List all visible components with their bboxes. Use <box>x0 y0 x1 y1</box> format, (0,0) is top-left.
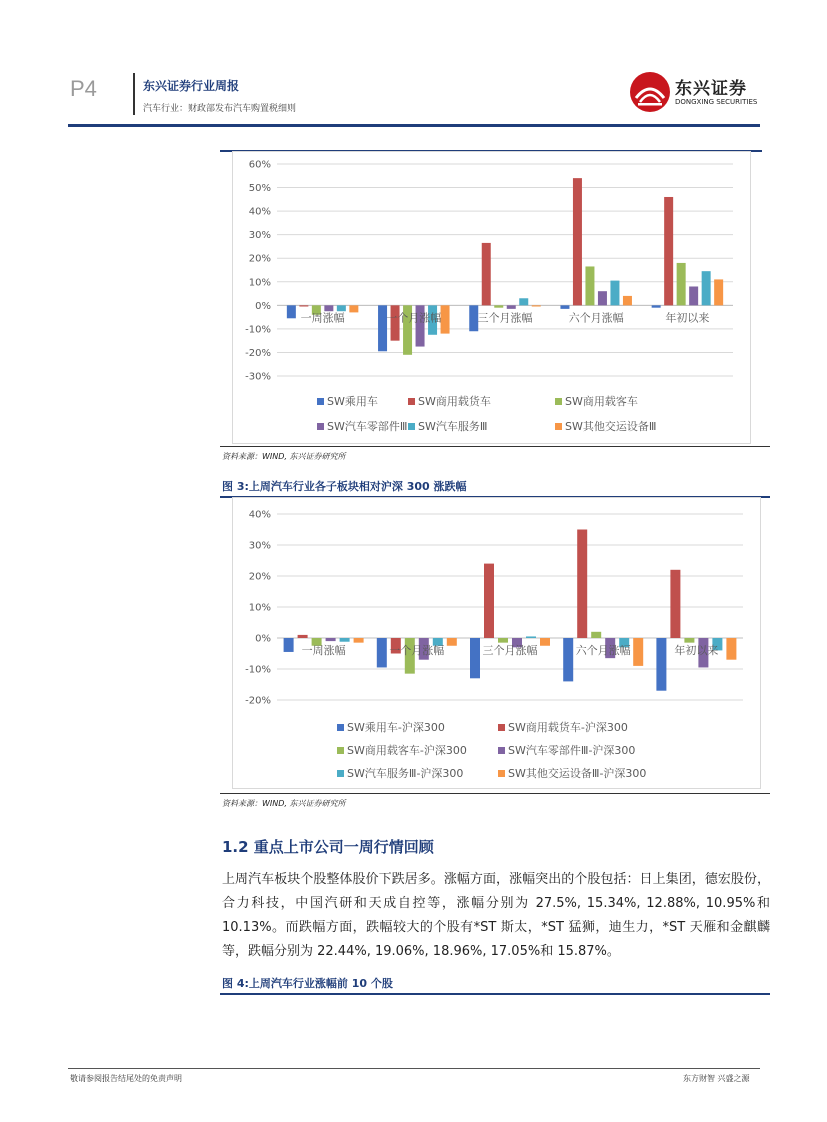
bar <box>507 305 516 309</box>
y-tick-label: 50% <box>248 183 271 195</box>
company-logo <box>630 72 760 116</box>
x-category-label: 一个月涨幅 <box>389 644 445 657</box>
legend-label: SW乘用车-沪深300 <box>347 721 445 734</box>
legend-swatch <box>498 747 505 754</box>
x-category-label: 六个月涨幅 <box>575 644 631 657</box>
x-category-label: 年初以来 <box>674 644 719 657</box>
footer-disclaimer: 敬请参阅报告结尾处的免责声明 <box>70 1074 182 1083</box>
legend-label: SW其他交运设备Ⅲ-沪深300 <box>508 767 647 780</box>
x-category-label: 一周涨幅 <box>301 644 346 657</box>
y-tick-label: -20% <box>245 347 271 359</box>
bar <box>299 305 308 306</box>
chart-relative-returns-svg <box>233 498 762 790</box>
y-tick-label: -10% <box>245 664 271 676</box>
y-tick-label: 0% <box>255 633 271 645</box>
y-tick-label: 20% <box>248 571 271 583</box>
bar <box>498 638 508 643</box>
bar <box>377 638 387 667</box>
y-tick-label: 40% <box>248 206 271 218</box>
x-category-label: 年初以来 <box>665 311 710 325</box>
logo-text-cn: 东兴证券 <box>675 79 747 99</box>
bar <box>540 638 550 646</box>
bar <box>689 286 698 305</box>
bar <box>560 305 569 309</box>
header-rule <box>68 124 760 127</box>
figure2-source: 资料来源：WIND, 东兴证券研究所 <box>222 452 346 461</box>
legend-swatch <box>317 398 324 405</box>
chart-sector-returns-svg <box>233 152 752 445</box>
x-category-label: 六个月涨幅 <box>568 311 624 325</box>
bar <box>284 638 294 652</box>
y-tick-label: -10% <box>245 324 271 336</box>
bar <box>326 638 336 641</box>
bar <box>573 178 582 305</box>
legend-label: SW商用载客车-沪深300 <box>347 744 467 757</box>
bar <box>623 296 632 305</box>
bar <box>447 638 457 646</box>
footer-rule <box>68 1068 760 1069</box>
legend-swatch <box>555 398 562 405</box>
bar <box>585 266 594 305</box>
bar <box>484 564 494 638</box>
legend-label: SW乘用车 <box>327 395 378 408</box>
bar <box>324 305 333 311</box>
legend-swatch <box>498 724 505 731</box>
report-title: 东兴证券行业周报 <box>143 79 240 93</box>
bar <box>670 570 680 638</box>
page-number: P4 <box>70 76 97 101</box>
y-tick-label: 30% <box>248 540 271 552</box>
legend-label: SW汽车零部件Ⅲ <box>327 420 408 433</box>
figure3-source: 资料来源：WIND, 东兴证券研究所 <box>222 799 346 808</box>
bar <box>577 530 587 639</box>
legend-label: SW商用载货车 <box>418 395 491 408</box>
bar <box>684 638 694 643</box>
y-tick-label: 0% <box>255 300 271 312</box>
logo-emblem-icon <box>630 72 670 112</box>
y-tick-label: 10% <box>248 277 271 289</box>
bar <box>677 263 686 305</box>
bar <box>519 298 528 305</box>
bar <box>714 279 723 305</box>
chart-sector-returns <box>232 151 751 444</box>
page-header <box>0 0 827 130</box>
y-tick-label: 10% <box>248 602 271 614</box>
footer-slogan: 东方财智 兴盛之源 <box>683 1074 750 1083</box>
legend-swatch <box>337 770 344 777</box>
legend-label: SW商用载客车 <box>565 395 638 408</box>
figure4-title: 图 4:上周汽车行业涨幅前 10 个股 <box>222 977 393 990</box>
legend-label: SW商用载货车-沪深300 <box>508 721 628 734</box>
bar <box>656 638 666 691</box>
figure-bottom-rule <box>220 446 770 447</box>
bar <box>526 636 536 638</box>
legend-swatch <box>317 423 324 430</box>
legend-label: SW汽车服务Ⅲ <box>418 420 488 433</box>
legend-swatch <box>337 747 344 754</box>
figure3-title: 图 3:上周汽车行业各子板块相对沪深 300 涨跌幅 <box>222 480 467 493</box>
bar <box>610 281 619 306</box>
bar <box>702 271 711 305</box>
y-tick-label: -20% <box>245 695 271 707</box>
logo-text-en: DONGXING SECURITIES <box>675 98 758 106</box>
bar <box>441 305 450 333</box>
legend-label: SW汽车零部件Ⅲ-沪深300 <box>508 744 636 757</box>
bar <box>726 638 736 660</box>
bar <box>470 638 480 678</box>
bar <box>563 638 573 681</box>
bar <box>354 638 364 643</box>
figure-top-rule <box>220 993 770 995</box>
bar <box>532 305 541 306</box>
legend-swatch <box>498 770 505 777</box>
bar <box>633 638 643 666</box>
chart-relative-returns <box>232 497 761 789</box>
bar <box>494 305 503 307</box>
legend-swatch <box>408 398 415 405</box>
bar <box>664 197 673 305</box>
x-category-label: 一个月涨幅 <box>386 311 442 325</box>
bar <box>287 305 296 318</box>
bar <box>298 635 308 638</box>
report-subtitle: 汽车行业：财政部发布汽车购置税细则 <box>143 104 297 114</box>
bar <box>349 305 358 312</box>
bar <box>482 243 491 305</box>
legend-label: SW汽车服务Ⅲ-沪深300 <box>347 767 464 780</box>
legend-label: SW其他交运设备Ⅲ <box>565 420 657 433</box>
bar <box>591 632 601 638</box>
x-category-label: 三个月涨幅 <box>477 311 533 325</box>
x-category-label: 三个月涨幅 <box>482 644 538 657</box>
bar <box>652 305 661 307</box>
bar <box>340 638 350 642</box>
legend-swatch <box>555 423 562 430</box>
x-category-label: 一周涨幅 <box>300 311 345 325</box>
header-divider <box>133 73 135 115</box>
legend-swatch <box>408 423 415 430</box>
y-tick-label: 60% <box>248 159 271 171</box>
bar <box>598 291 607 305</box>
legend-swatch <box>337 724 344 731</box>
section-title: 1.2 重点上市公司一周行情回顾 <box>222 838 434 856</box>
bar <box>337 305 346 311</box>
y-tick-label: -30% <box>245 371 271 383</box>
y-tick-label: 40% <box>248 509 271 521</box>
section-paragraph: 上周汽车板块个股整体股价下跌居多。涨幅方面，涨幅突出的个股包括：日上集团，德宏股份，合力科技，中国汽研和天成自控等，涨幅分别为 27.5%, 15.34%, 12.88%, 10.95%和 10.13%。而跌幅方面，跌幅较大的个股有*ST 斯太，*ST 猛狮，迪生力，*ST 天雁和金麒麟等，跌幅分别为 22.44%, 19.06%, 18.96%, 17.05%和 15.87%。 <box>222 872 770 959</box>
figure-bottom-rule <box>220 793 770 794</box>
y-tick-label: 20% <box>248 253 271 265</box>
y-tick-label: 30% <box>248 230 271 242</box>
